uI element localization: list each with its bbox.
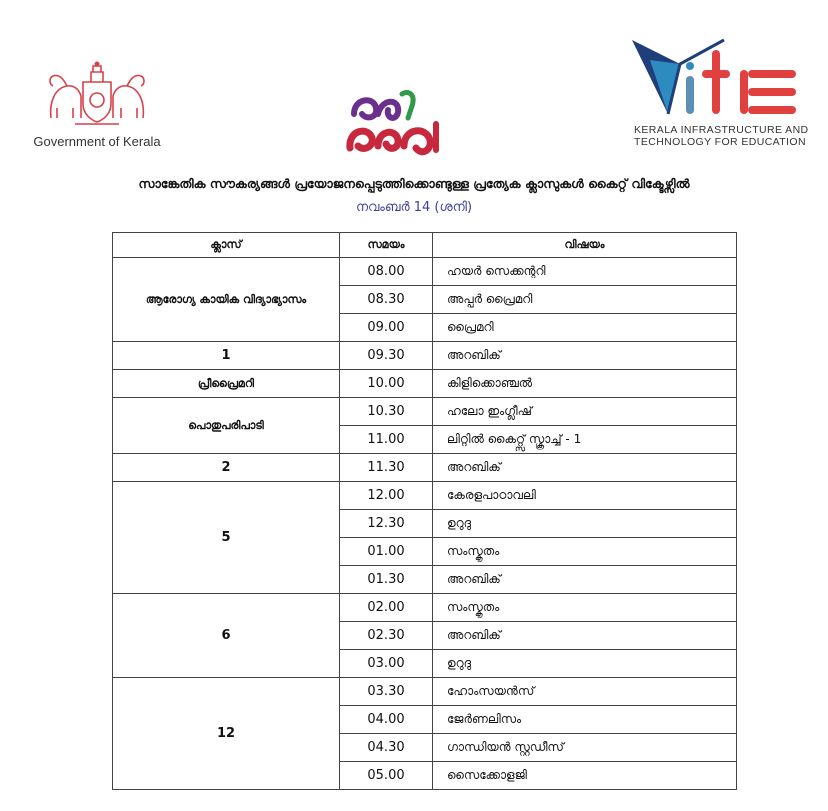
kite-tagline [634,124,809,148]
class-cell: പൊതുപരിപാടി [113,398,340,454]
subject-cell: അറബിക് [433,622,737,650]
first-bell-logo [338,84,450,164]
time-cell: 10.30 [340,398,433,426]
subject-cell: സൈക്കോളജി [433,762,737,790]
government-label: Government of Kerala [33,134,161,149]
time-cell: 01.00 [340,538,433,566]
time-cell: 04.30 [340,734,433,762]
subject-cell: സംസ്കൃതം [433,594,737,622]
header-class: ക്ലാസ് [113,233,340,258]
time-cell: 12.00 [340,482,433,510]
time-cell: 03.00 [340,650,433,678]
time-cell: 12.30 [340,510,433,538]
table-row [113,370,737,398]
header-time: സമയം [340,233,433,258]
time-cell: 03.30 [340,678,433,706]
time-cell: 02.00 [340,594,433,622]
class-cell: പ്രീപ്രൈമറി [113,370,340,398]
time-cell: 04.00 [340,706,433,734]
class-cell: 6 [113,594,340,678]
kite-tagline-line1: KERALA INFRASTRUCTURE AND [634,124,809,136]
table-row [113,454,737,482]
subject-cell: ഉറുദു [433,650,737,678]
time-cell: 02.30 [340,622,433,650]
class-cell: 12 [113,678,340,790]
kite-tagline-line2: TECHNOLOGY FOR EDUCATION [634,136,806,148]
subject-cell: കിളിക്കൊഞ്ചൽ [433,370,737,398]
subject-cell: ലിറ്റിൽ കൈറ്റ്സ് സ്ക്രാച്ച് - 1 [433,426,737,454]
table-row [113,258,737,286]
subject-cell: അറബിക് [433,566,737,594]
subject-cell: ഉറുദു [433,510,737,538]
subject-cell: അറബിക് [433,342,737,370]
class-cell: 5 [113,482,340,594]
table-row [113,678,737,706]
subject-cell: അപ്പർ പ്രൈമറി [433,286,737,314]
subject-cell: ഹയർ സെക്കന്ററി [433,258,737,286]
government-of-kerala-block [22,58,172,149]
class-cell: 2 [113,454,340,482]
table-row [113,594,737,622]
page-heading: സാങ്കേതിക സൗകര്യങ്ങൾ പ്രയോജനപ്പെടുത്തിക്കൊണ്ടുള്ള പ്രത്യേക ക്ലാസുകൾ കൈറ്റ് വിക്ടേഴ്സിൽ [138,176,690,191]
time-cell: 09.30 [340,342,433,370]
subject-cell: സംസ്കൃതം [433,538,737,566]
kerala-emblem-icon [45,58,149,130]
subject-cell: പ്രൈമറി [433,314,737,342]
subject-cell: ഹലോ ഇംഗ്ലീഷ് [433,398,737,426]
subject-cell: ഗാന്ധിയൻ സ്റ്റഡീസ് [433,734,737,762]
schedule-table [112,232,737,790]
subject-cell: ജേർണലിസം [433,706,737,734]
subject-cell: ഹോംസയൻസ് [433,678,737,706]
time-cell: 11.00 [340,426,433,454]
class-cell: 1 [113,342,340,370]
schedule-body [113,258,737,790]
schedule-date: നവംബർ 14 (ശനി) [355,200,473,215]
table-row [113,342,737,370]
table-row [113,398,737,426]
class-cell: ആരോഗ്യ കായിക വിദ്യാഭ്യാസം [113,258,340,342]
table-header-row [113,233,737,258]
subject-cell: അറബിക് [433,454,737,482]
time-cell: 01.30 [340,566,433,594]
table-row [113,482,737,510]
time-cell: 11.30 [340,454,433,482]
time-cell: 05.00 [340,762,433,790]
time-cell: 08.00 [340,258,433,286]
time-cell: 08.30 [340,286,433,314]
time-cell: 09.00 [340,314,433,342]
subject-cell: കേരളപാഠാവലി [433,482,737,510]
time-cell: 10.00 [340,370,433,398]
header-subject: വിഷയം [433,233,737,258]
